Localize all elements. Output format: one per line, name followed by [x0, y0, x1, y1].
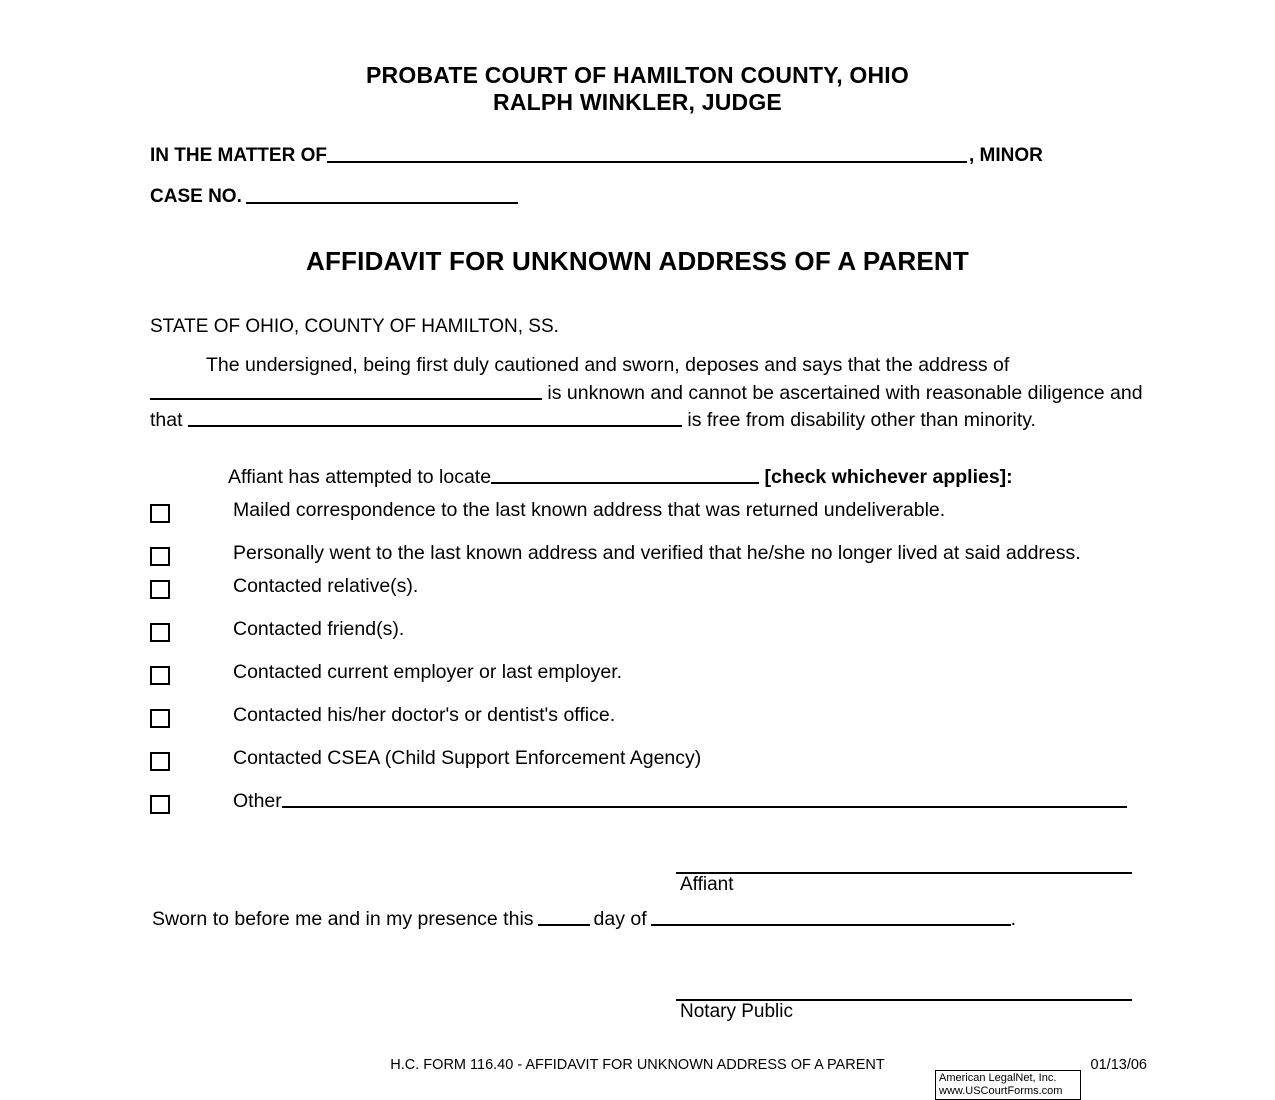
judge-name: RALPH WINKLER, JUDGE [493, 89, 782, 116]
checkbox-other[interactable] [150, 795, 170, 814]
footer-date: 01/13/06 [1090, 1057, 1147, 1073]
locate-text: Affiant has attempted to locate [228, 466, 492, 488]
list-item[interactable] [150, 703, 1150, 728]
check-whichever-applies: [check whichever applies]: [764, 466, 1013, 488]
checkbox-contacted-friends[interactable] [150, 623, 170, 642]
checkbox-mailed-correspondence[interactable] [150, 504, 170, 523]
sworn-statement-line [152, 908, 1016, 931]
paragraph-part-3: is free from disability other than minority. [687, 409, 1036, 432]
sworn-part-2: day of [593, 908, 647, 930]
checkbox-contacted-doctor-dentist[interactable] [150, 709, 170, 728]
list-item-label: Contacted relative(s). [233, 575, 419, 597]
footer-form-text: H.C. FORM 116.40 - AFFIDAVIT FOR UNKNOWN ADDRESS OF A PARENT [390, 1057, 885, 1073]
legalnet-url: www.USCourtForms.com [939, 1084, 1063, 1097]
checkbox-personally-went[interactable] [150, 547, 170, 566]
matter-blank-rule[interactable] [327, 147, 967, 163]
state-county-line: STATE OF OHIO, COUNTY OF HAMILTON, SS. [150, 316, 559, 337]
other-blank-rule[interactable] [282, 793, 1127, 808]
checkbox-contacted-relatives[interactable] [150, 580, 170, 599]
checkbox-contacted-employer[interactable] [150, 666, 170, 685]
sworn-period: . [1010, 908, 1017, 930]
affiant-label: Affiant [680, 874, 734, 895]
other-label: Other [233, 790, 282, 812]
paragraph-part-1: The undersigned, being first duly cautioned and sworn, deposes and says that the address of [206, 354, 1010, 376]
list-item-label: Personally went to the last known address and verified that he/she no longer lived at said address. [233, 542, 1081, 564]
paragraph-part-2: is unknown and cannot be ascertained with reasonable diligence and that [150, 381, 1143, 432]
affiant-signature-rule[interactable] [676, 872, 1132, 874]
address-blank-rule[interactable] [150, 385, 542, 400]
list-item[interactable] [150, 617, 1150, 642]
notary-label: Notary Public [680, 1001, 793, 1022]
court-header [0, 0, 1275, 116]
list-item-label-other [233, 789, 1127, 813]
matter-line [150, 145, 1150, 167]
list-item-label: Contacted current employer or last employer. [233, 661, 623, 683]
case-number-blank-rule[interactable] [246, 188, 518, 204]
affidavit-paragraph [150, 352, 1145, 435]
footer [0, 1057, 1275, 1073]
list-item[interactable] [150, 746, 1150, 771]
locate-blank-rule[interactable] [491, 469, 759, 484]
list-item[interactable] [150, 541, 1150, 566]
legalnet-company: American LegalNet, Inc. [939, 1072, 1057, 1084]
list-item[interactable] [150, 660, 1150, 685]
list-item-label: Contacted his/her doctor's or dentist's office. [233, 704, 616, 726]
sworn-part-1: Sworn to before me and in my presence this [152, 908, 534, 930]
checkbox-contacted-csea[interactable] [150, 752, 170, 771]
checklist [150, 498, 1150, 832]
list-item[interactable] [150, 498, 1150, 523]
list-item-label: Contacted CSEA (Child Support Enforcement Agency) [233, 747, 702, 769]
matter-suffix: , MINOR [968, 145, 1043, 166]
attempted-to-locate-line [150, 466, 1013, 489]
sworn-day-blank-rule[interactable] [538, 911, 590, 926]
page-title: AFFIDAVIT FOR UNKNOWN ADDRESS OF A PARENT [306, 246, 969, 276]
list-item[interactable] [150, 789, 1150, 814]
case-number-label: CASE NO. [150, 186, 242, 207]
court-name: PROBATE COURT OF HAMILTON COUNTY, OHIO [366, 62, 909, 88]
list-item-label: Mailed correspondence to the last known address that was returned undeliverable. [233, 499, 946, 521]
list-item[interactable] [150, 574, 1150, 599]
matter-label: IN THE MATTER OF [150, 145, 327, 166]
sworn-month-blank-rule[interactable] [651, 911, 1011, 926]
list-item-label: Contacted friend(s). [233, 618, 405, 640]
case-number-line [150, 186, 518, 208]
free-from-disability-blank-rule[interactable] [188, 412, 682, 427]
legalnet-stamp [935, 1070, 1081, 1100]
